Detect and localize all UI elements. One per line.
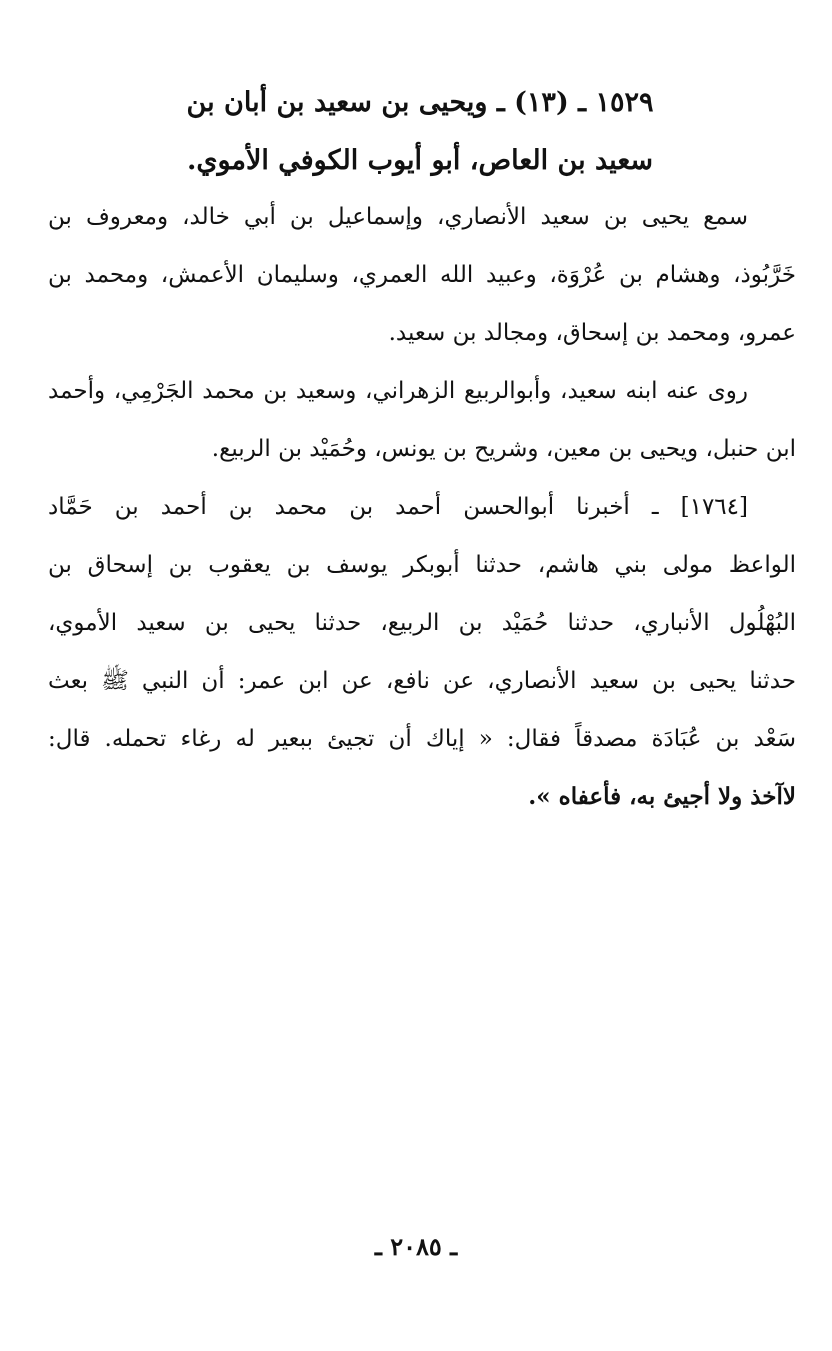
text-line: الواعظ مولى بني هاشم، حدثنا أبوبكر يوسف بن يعقوب بن إسحاق بن xyxy=(48,552,796,578)
students-paragraph xyxy=(48,362,796,478)
text-line: روى عنه ابنه سعيد، وأبوالربيع الزهراني، وسعيد بن محمد الجَرْمِي، وأحمد xyxy=(48,378,748,404)
teachers-paragraph xyxy=(48,188,796,362)
heading-line-1: ١٥٢٩ ـ (١٣) ـ ويحيى بن سعيد بن أبان بن xyxy=(186,87,654,118)
text-line: ابن حنبل، ويحيى بن معين، وشريح بن يونس، وحُمَيْد بن الربيع. xyxy=(211,436,796,462)
text-line: خَرَّبُوذ، وهشام بن عُرْوَة، وعبيد الله العمري، وسليمان الأعمش، ومحمد بن xyxy=(48,262,796,288)
text-line: سَعْد بن عُبَادَة مصدقاً فقال: « إياك أن تجيئ ببعير له رغاء تحمله. قال: xyxy=(48,726,796,752)
text-line: البُهْلُول الأنباري، حدثنا حُمَيْد بن الربيع، حدثنا يحيى بن سعيد الأموي، xyxy=(48,610,796,636)
entry-heading xyxy=(120,74,720,190)
page-number: ـ ٢٠٨٥ ـ xyxy=(374,1232,458,1261)
text-line: [١٧٦٤] ـ أخبرنا أبوالحسن أحمد بن محمد بن أحمد بن حَمَّاد xyxy=(48,494,748,520)
hadith-paragraph xyxy=(48,478,796,826)
text-line: لاآخذ ولا أجيئ به، فأعفاه ». xyxy=(528,783,796,810)
text-line: حدثنا يحيى بن سعيد الأنصاري، عن نافع، عن ابن عمر: أن النبي ﷺ بعث xyxy=(48,668,796,694)
text-line: سمع يحيى بن سعيد الأنصاري، وإسماعيل بن أبي خالد، ومعروف بن xyxy=(48,204,748,230)
text-line: عمرو، ومحمد بن إسحاق، ومجالد بن سعيد. xyxy=(388,320,796,346)
heading-line-2: سعيد بن العاص، أبو أيوب الكوفي الأموي. xyxy=(187,145,653,176)
body-text xyxy=(48,188,796,826)
